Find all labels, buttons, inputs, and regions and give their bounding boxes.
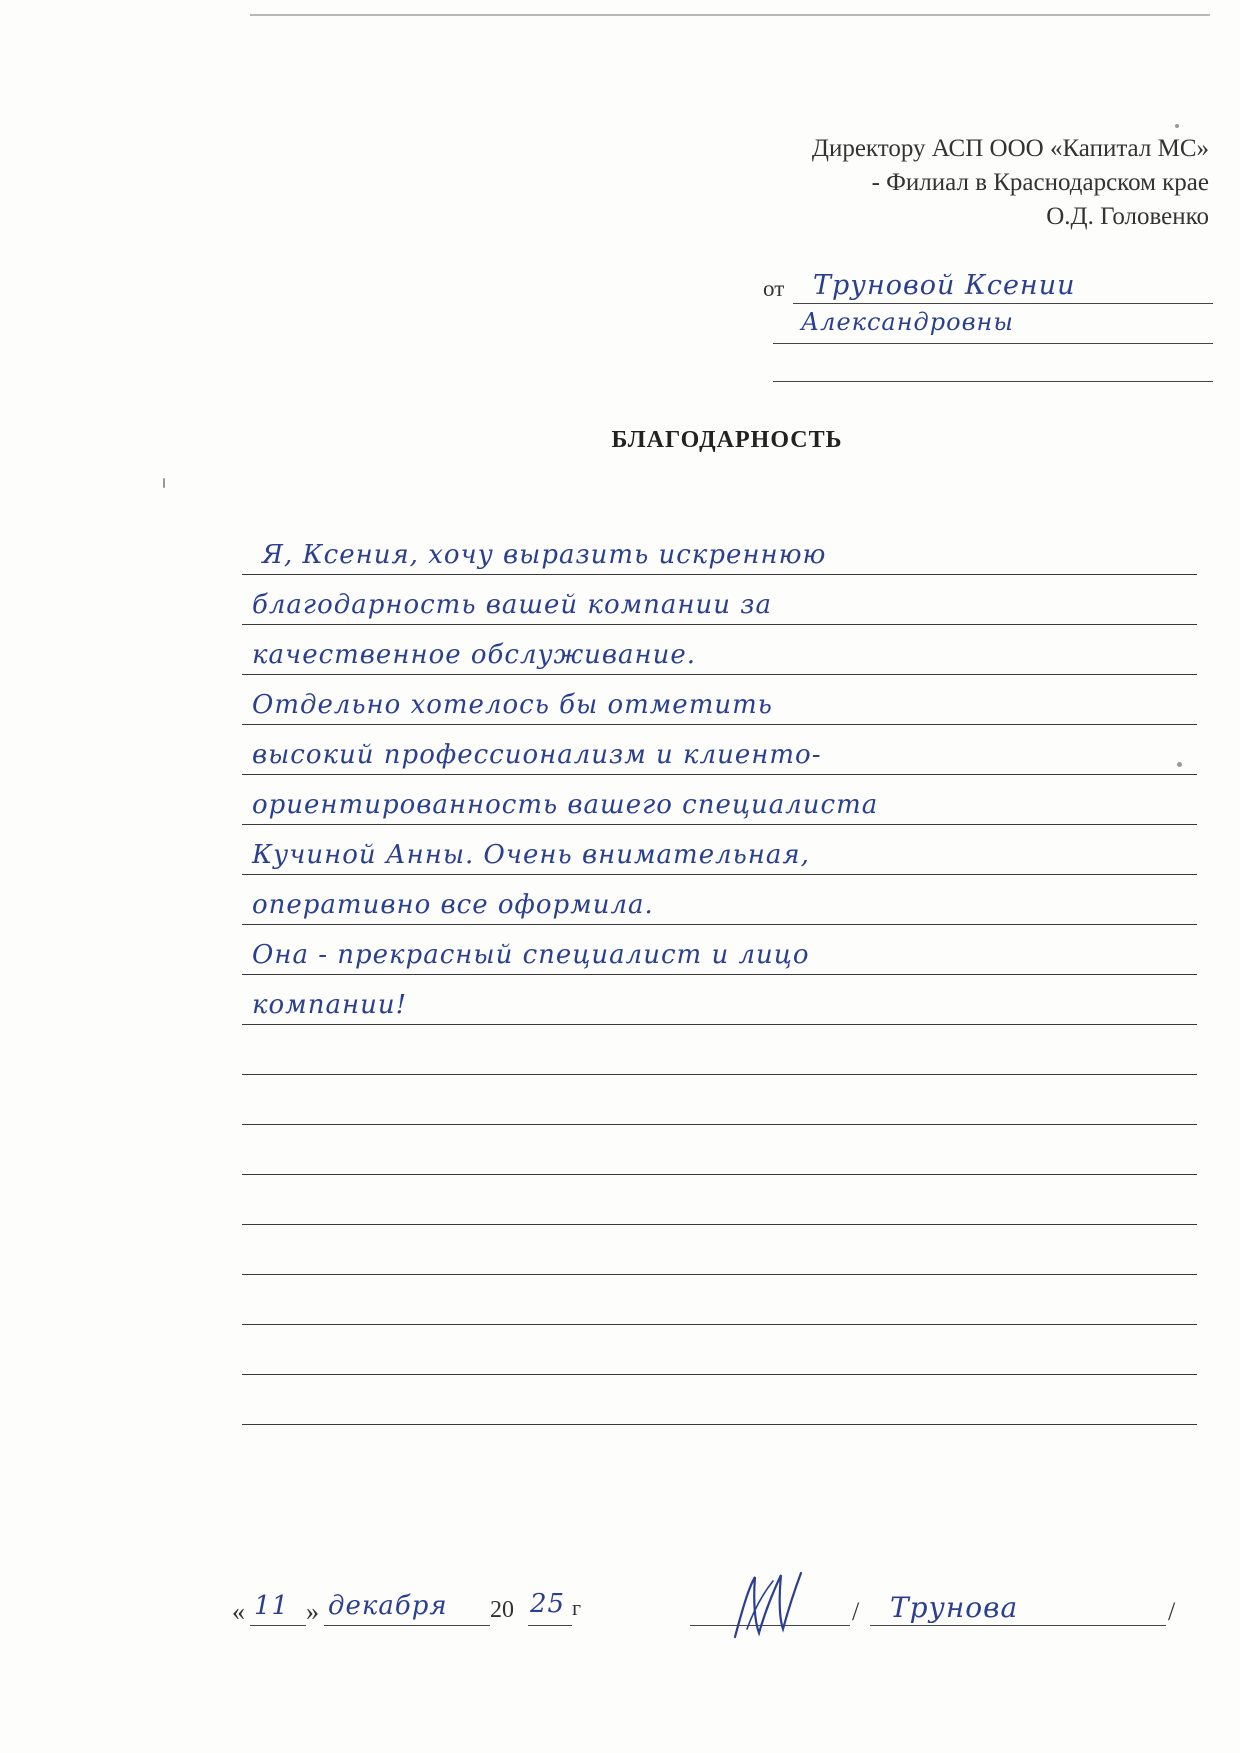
addressee-line-2: - Филиал в Краснодарском крае xyxy=(871,169,1209,196)
date-day-underline xyxy=(250,1625,306,1626)
date-open-quote: « xyxy=(232,1597,245,1626)
addressee-line-1: Директору АСП ООО «Капитал МС» xyxy=(811,135,1209,162)
body-line-5: высокий профессионализм и клиенто- xyxy=(252,740,822,770)
sender-rule xyxy=(773,343,1213,344)
ruled-line xyxy=(242,1124,1197,1125)
ruled-line xyxy=(242,1324,1197,1325)
ruled-line xyxy=(242,674,1197,675)
body-line-8: оперативно все оформила. xyxy=(252,890,654,920)
signature-name-handwritten: Трунова xyxy=(890,1591,1019,1624)
body-line-4: Отдельно хотелось бы отметить xyxy=(252,690,773,720)
body-line-6: ориентированность вашего специалиста xyxy=(252,790,879,820)
signature-slash-right: / xyxy=(1168,1597,1176,1626)
addressee-block xyxy=(812,132,1209,234)
body-line-7: Кучиной Анны. Очень внимательная, xyxy=(252,840,810,870)
sender-rule xyxy=(773,381,1213,382)
scan-speck xyxy=(163,478,165,488)
ruled-line xyxy=(242,874,1197,875)
sender-patronymic-handwritten: Александровны xyxy=(801,308,1014,336)
signature-scribble xyxy=(725,1567,805,1647)
scan-edge-line xyxy=(250,14,1210,16)
date-month: декабря xyxy=(328,1591,448,1621)
body-line-10: компании! xyxy=(252,990,408,1020)
ruled-line xyxy=(242,1074,1197,1075)
scan-speck xyxy=(1177,762,1182,767)
scan-speck xyxy=(1175,124,1179,128)
sender-name-handwritten: Труновой Ксении xyxy=(813,270,1076,301)
body-line-2: благодарность вашей компании за xyxy=(252,590,772,620)
ruled-line xyxy=(242,1174,1197,1175)
date-month-underline xyxy=(324,1625,490,1626)
ruled-line xyxy=(242,1374,1197,1375)
ruled-line xyxy=(242,924,1197,925)
date-day: 11 xyxy=(254,1591,290,1621)
ruled-line xyxy=(242,1424,1197,1425)
signature-slash-left: / xyxy=(852,1597,860,1626)
ruled-line xyxy=(242,1024,1197,1025)
addressee-line-3: О.Д. Головенко xyxy=(1046,203,1209,230)
ruled-line xyxy=(242,824,1197,825)
ruled-line xyxy=(242,724,1197,725)
ruled-line xyxy=(242,974,1197,975)
date-signature-row xyxy=(0,1585,1240,1645)
body-line-1: Я, Ксения, хочу выразить искреннюю xyxy=(262,540,827,570)
date-year-underline xyxy=(528,1625,572,1626)
ruled-line xyxy=(242,574,1197,575)
ruled-line xyxy=(242,1224,1197,1225)
body-line-9: Она - прекрасный специалист и лицо xyxy=(252,940,810,970)
document-title: БЛАГОДАРНОСТЬ xyxy=(611,427,843,453)
body-line-3: качественное обслуживание. xyxy=(252,640,697,670)
sender-label: от xyxy=(763,276,785,301)
sender-rule xyxy=(793,303,1213,304)
date-year-mark: г xyxy=(572,1595,582,1620)
date-year-handwritten: 25 xyxy=(530,1589,566,1619)
ruled-line xyxy=(242,774,1197,775)
ruled-line xyxy=(242,624,1197,625)
date-year-prefix: 20 xyxy=(490,1597,514,1623)
signature-name-underline xyxy=(870,1625,1166,1626)
ruled-line xyxy=(242,1274,1197,1275)
date-close-quote: » xyxy=(306,1597,319,1626)
